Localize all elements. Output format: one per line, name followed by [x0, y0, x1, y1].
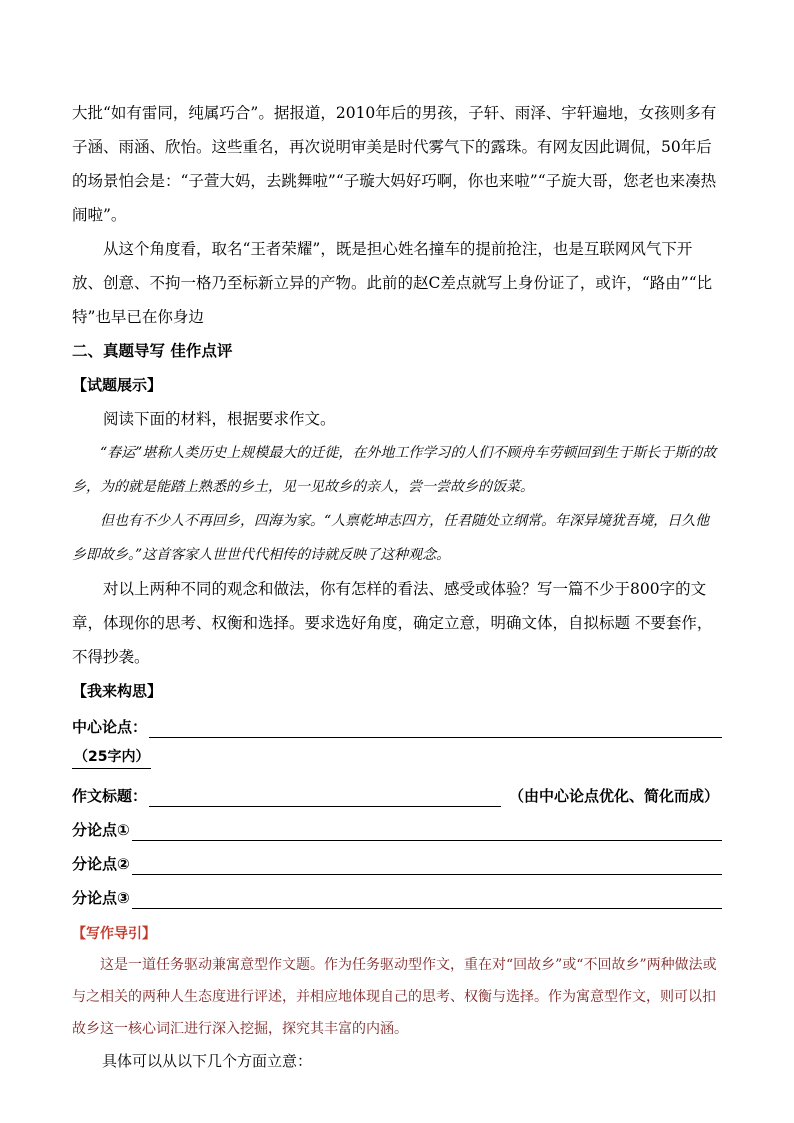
title-row: [72, 777, 722, 811]
thesis-label: 中心论点：: [72, 718, 148, 736]
guide-closing: 具体可以从以下几个方面立意：: [102, 1052, 313, 1070]
title-input-line[interactable]: [149, 788, 501, 807]
thesis-row: [72, 708, 722, 742]
sub-point-2-row: [72, 845, 722, 879]
guide-label: 【写作导引】: [72, 926, 156, 942]
paragraph-wangzhe: 从这个角度看，取名“王者荣耀”，既是担心姓名撞车的提前抢注，也是互联网风气下开放、创意、不拘一格乃至标新立异的产物。此前的赵C差点就写上身份证了，或许，“路由”“比特”也早已在你身边: [72, 240, 713, 326]
paragraph-names: 大批“如有雷同，纯属巧合”。据报道，2010年后的男孩，子轩、雨泽、宇轩遍地，女孩则多有子涵、雨涵、欣怡。这些重名，再次说明审美是时代雾气下的露珠。有网友因此调侃，50年后的场景怕会是：“子萱大妈，去跳舞啦”“子璇大妈好巧啊，你也来啦”“子旋大哥，您老也来凑热闹啦”。: [72, 104, 717, 224]
exam-material-1: “春运”堪称人类历史上规模最大的迁徙，在外地工作学习的人们不顾舟车劳顿回到生于斯长于斯的故乡，为的就是能踏上熟悉的乡土，见一见故乡的亲人，尝一尝故乡的饭菜。: [72, 445, 717, 495]
sub-point-2-label: 分论点②: [72, 855, 130, 873]
sub-point-3-row: [72, 879, 722, 913]
exam-instruction: 阅读下面的材料，根据要求作文。: [103, 410, 336, 428]
sub-point-3-label: 分论点③: [72, 889, 130, 907]
document-page: [72, 96, 722, 1077]
exam-label: 【试题展示】: [72, 376, 163, 394]
sub-point-1-label: 分论点①: [72, 821, 130, 839]
sub-point-1-line[interactable]: [132, 822, 722, 841]
guide-text: 这是一道任务驱动兼寓意型作文题。作为任务驱动型作文，重在对“回故乡”或“不回故乡”两种做法或与之相关的两种人生态度进行评述，并相应地体现自己的思考、权衡与选择。作为寓意型作文，则可以扣故乡这一核心词汇进行深入挖掘，探究其丰富的内涵。: [72, 957, 717, 1037]
thesis-limit: （25字内）: [72, 746, 151, 769]
title-note: （由中心论点优化、简化而成）: [509, 787, 720, 805]
sub-point-2-line[interactable]: [132, 856, 722, 875]
plan-label: 【我来构思】: [72, 682, 163, 700]
sub-point-1-row: [72, 811, 722, 845]
exam-material-2: 但也有不少人不再回乡，四海为家。“人禀乾坤志四方，任君随处立纲常。年深异境犹吾境，日久他乡即故乡。”这首客家人世世代代相传的诗就反映了这种观念。: [72, 513, 710, 563]
exam-requirement: 对以上两种不同的观念和做法，你有怎样的看法、感受或体验？写一篇不少于800字的文章，体现你的思考、权衡和选择。要求选好角度，确定立意，明确文体，自拟标题 不要套作，不得抄袭。: [72, 580, 713, 666]
thesis-input-line[interactable]: [149, 719, 722, 738]
section-heading: 二、真题导写 佳作点评: [72, 342, 233, 360]
title-label: 作文标题：: [72, 787, 148, 805]
sub-point-3-line[interactable]: [132, 890, 722, 909]
